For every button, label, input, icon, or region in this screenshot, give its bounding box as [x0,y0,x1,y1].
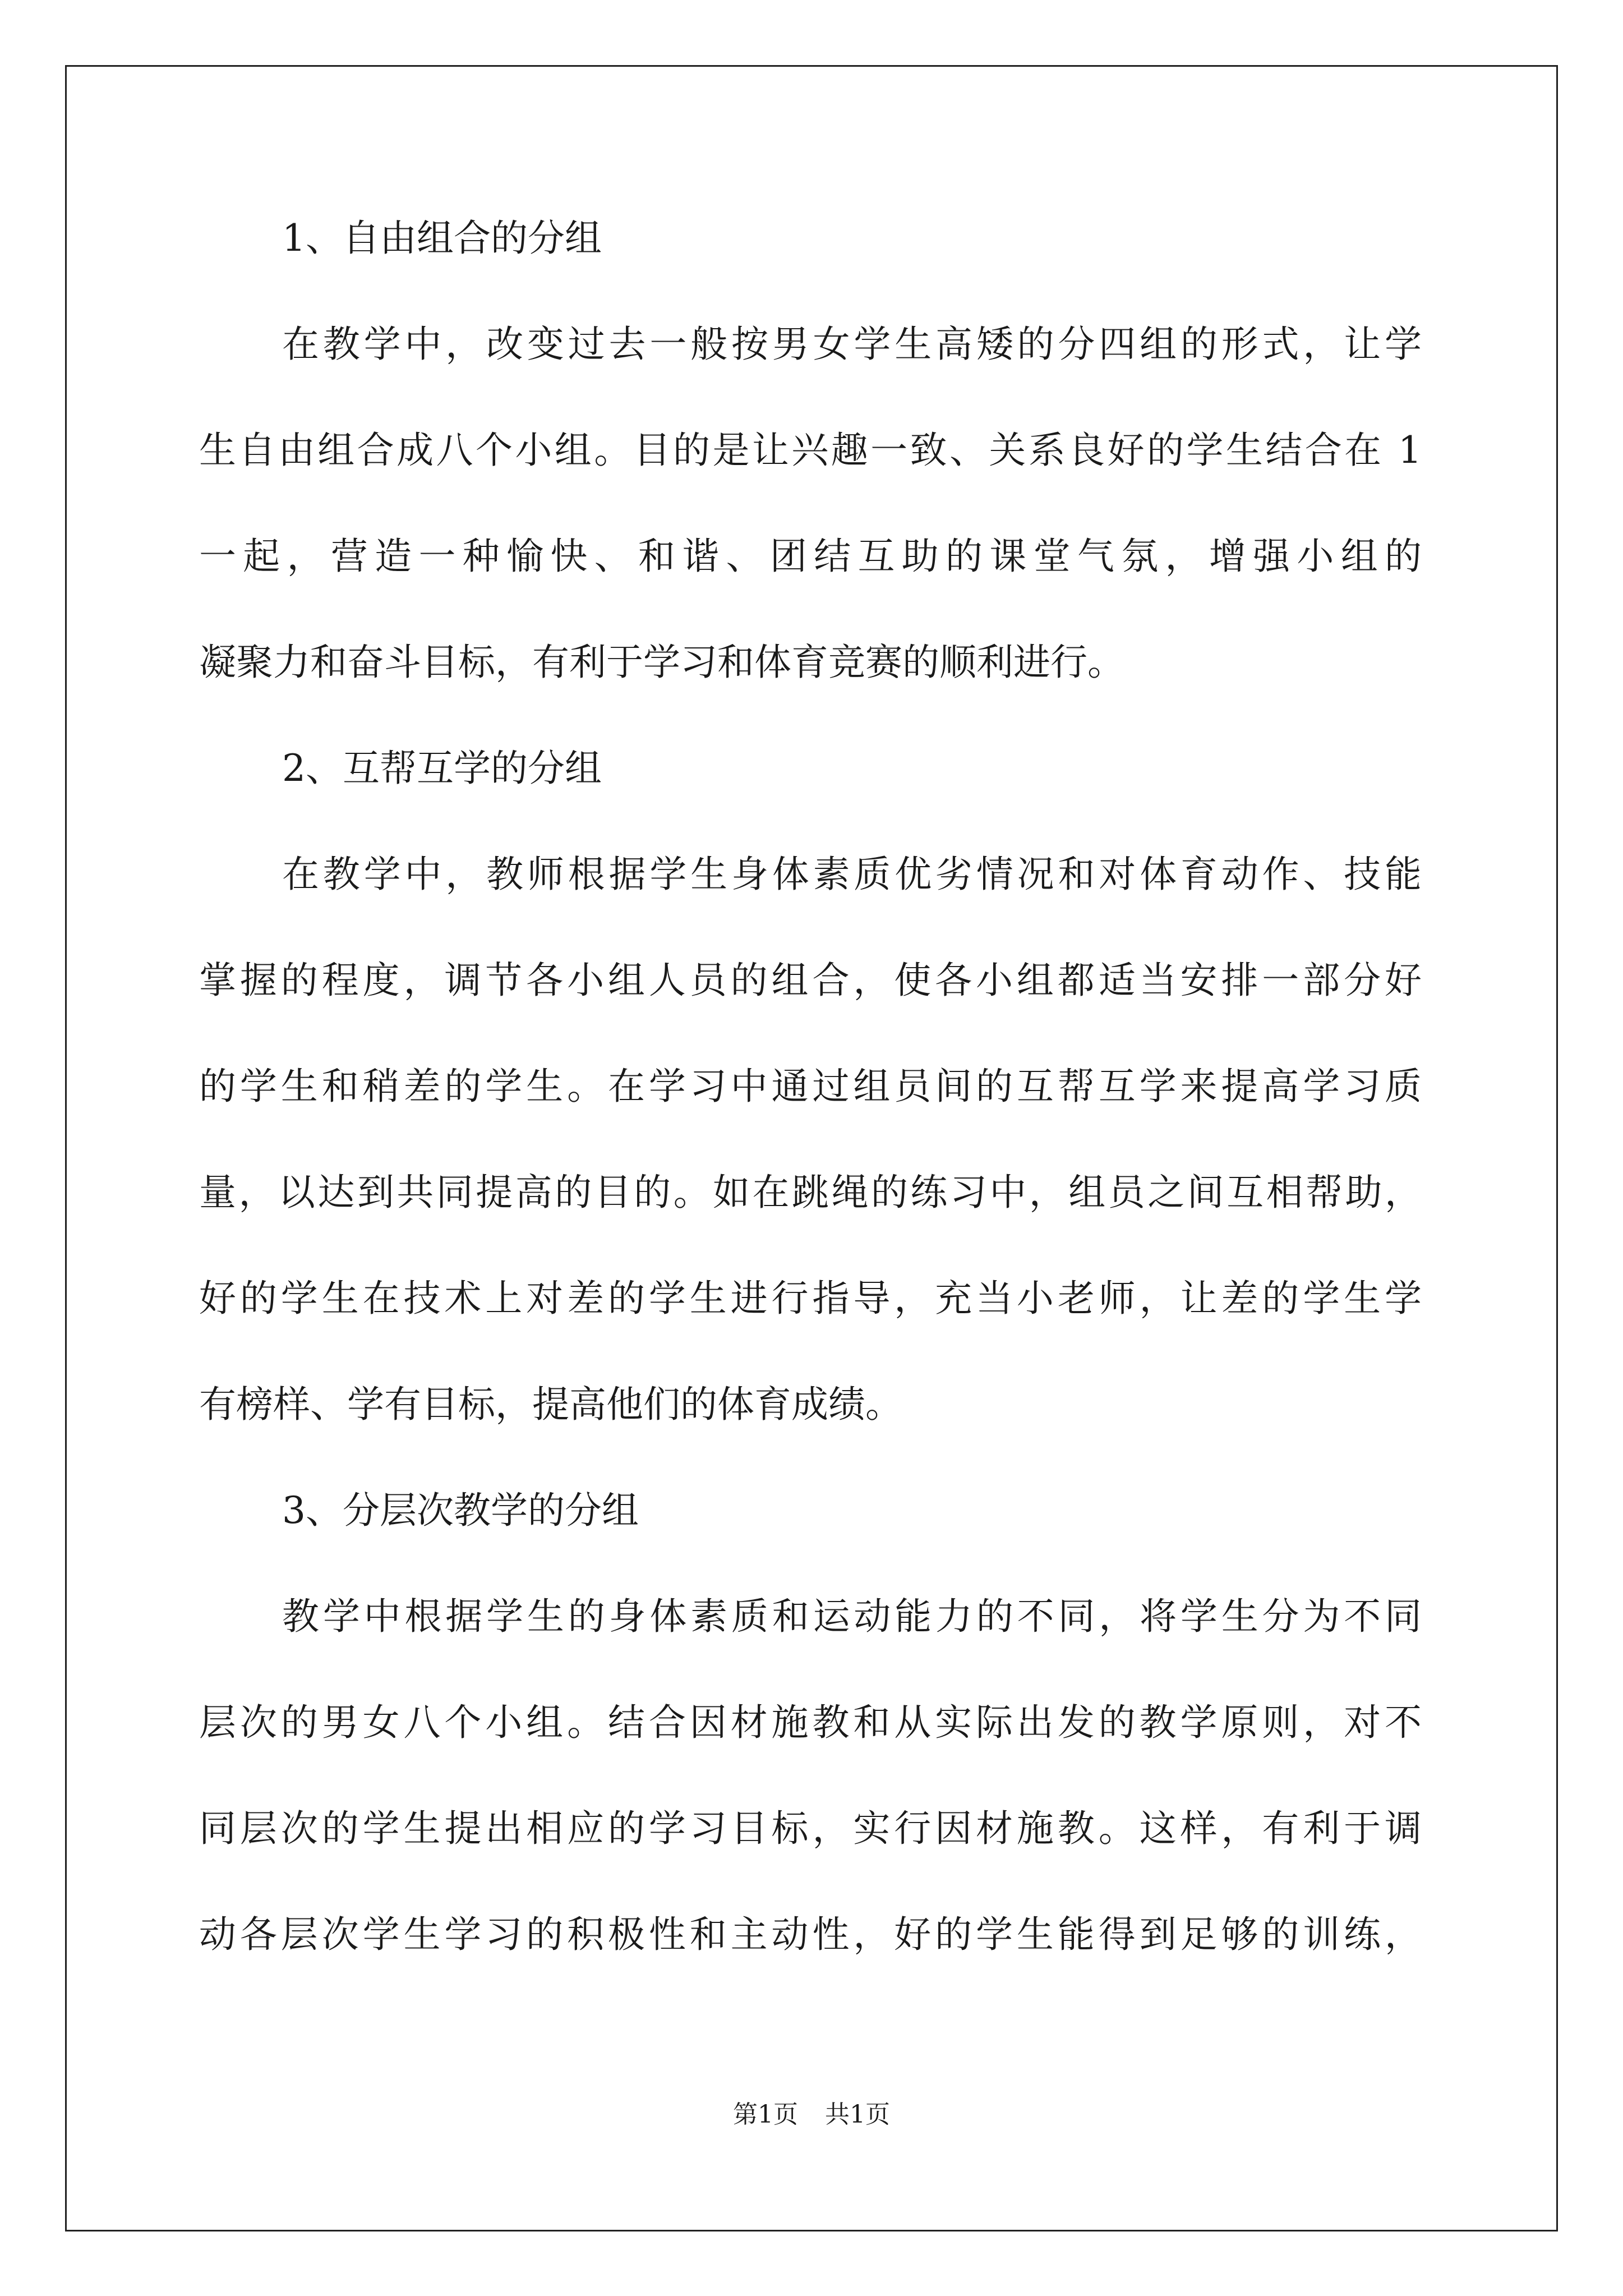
paragraph-line: 动各层次学生学习的积极性和主动性，好的学生能得到足够的训练， [199,1913,1422,1956]
paragraph-line: 在教学中，改变过去一般按男女学生高矮的分四组的形式，让学 [282,323,1422,366]
paragraph-line: 量，以达到共同提高的目的。如在跳绳的练习中，组员之间互相帮助， [199,1171,1422,1214]
paragraph-line: 掌握的程度，调节各小组人员的组合，使各小组都适当安排一部分好 [199,959,1422,1002]
section-heading: 2、互帮互学的分组 [282,747,602,790]
paragraph-line: 有榜样、学有目标，提高他们的体育成绩。 [199,1383,902,1426]
paragraph-line: 层次的男女八个小组。结合因材施教和从实际出发的教学原则，对不 [199,1701,1422,1744]
section-heading: 1、自由组合的分组 [282,217,602,260]
paragraph-line: 一起，营造一种愉快、和谐、团结互助的课堂气氛，增强小组的 [199,535,1422,578]
paragraph-line: 同层次的学生提出相应的学习目标，实行因材施教。这样，有利于调 [199,1807,1422,1850]
paragraph-line: 在教学中，教师根据学生身体素质优劣情况和对体育动作、技能 [282,853,1422,896]
section-heading: 3、分层次教学的分组 [282,1489,639,1532]
page-total: 共1页 [825,2100,890,2129]
paragraph-line: 凝聚力和奋斗目标，有利于学习和体育竞赛的顺利进行。 [199,641,1124,684]
paragraph-line: 生自由组合成八个小组。目的是让兴趣一致、关系良好的学生结合在 1 [199,429,1422,472]
paragraph-line: 好的学生在技术上对差的学生进行指导，充当小老师，让差的学生学 [199,1277,1422,1320]
page-border [65,65,1558,2231]
paragraph-line: 教学中根据学生的身体素质和运动能力的不同，将学生分为不同 [282,1595,1422,1638]
paragraph-line: 的学生和稍差的学生。在学习中通过组员间的互帮互学来提高学习质 [199,1065,1422,1108]
page-number: 第1页 [733,2100,798,2129]
page-footer [0,2098,1623,2132]
